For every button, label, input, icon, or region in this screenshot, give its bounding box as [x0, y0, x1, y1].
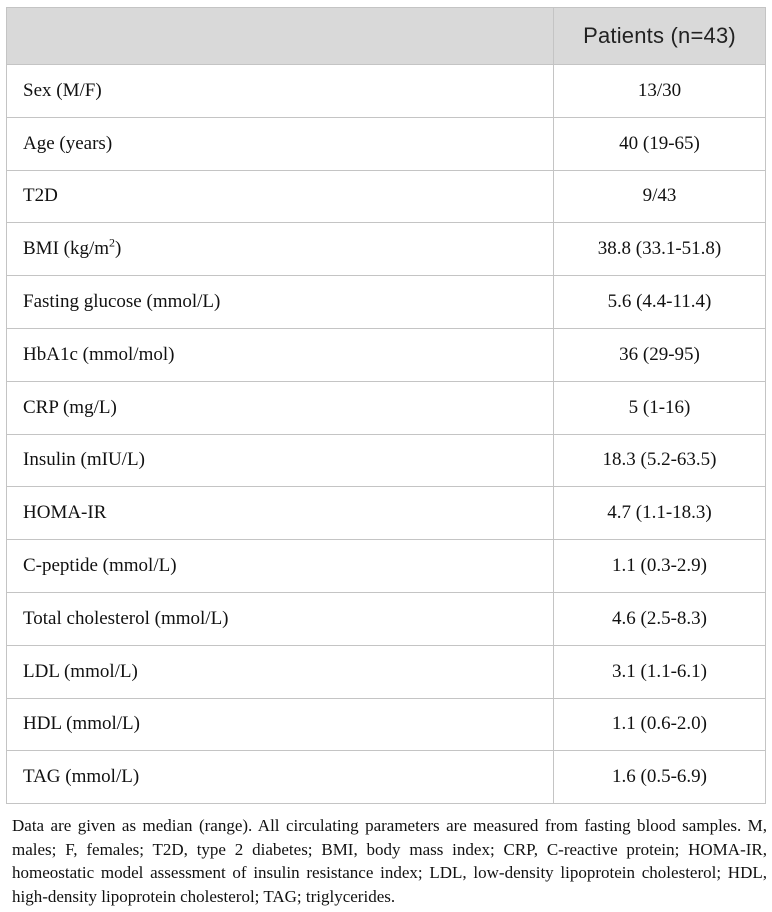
table-row	[7, 381, 766, 434]
row-value: 36 (29-95)	[554, 328, 766, 381]
row-label: CRP (mg/L)	[7, 381, 554, 434]
row-label: HbA1c (mmol/mol)	[7, 328, 554, 381]
row-label: Sex (M/F)	[7, 65, 554, 118]
table-row	[7, 487, 766, 540]
table-row	[7, 65, 766, 118]
table-row	[7, 170, 766, 223]
row-label: T2D	[7, 170, 554, 223]
row-value: 5.6 (4.4-11.4)	[554, 276, 766, 329]
row-label: Age (years)	[7, 117, 554, 170]
header-cell-empty	[7, 8, 554, 65]
row-value: 3.1 (1.1-6.1)	[554, 645, 766, 698]
row-label: Total cholesterol (mmol/L)	[7, 592, 554, 645]
row-value: 9/43	[554, 170, 766, 223]
table-row	[7, 117, 766, 170]
table-body	[7, 65, 766, 804]
row-value: 1.1 (0.3-2.9)	[554, 540, 766, 593]
table-footnote: Data are given as median (range). All circulating parameters are measured from fasting blood samples. M, males; F, females; T2D, type 2 diabetes; BMI, body mass index; CRP, C-reactive protein; HOMA-IR, homeostatic model assessment of insulin resistance index; LDL, low-density lipoprotein cholesterol; HDL, high-density lipoprotein cholesterol; TAG; triglycerides.	[12, 816, 767, 906]
row-value: 4.6 (2.5-8.3)	[554, 592, 766, 645]
row-value: 18.3 (5.2-63.5)	[554, 434, 766, 487]
row-value: 1.1 (0.6-2.0)	[554, 698, 766, 751]
patient-characteristics-table	[6, 7, 766, 804]
row-value: 13/30	[554, 65, 766, 118]
row-label: C-peptide (mmol/L)	[7, 540, 554, 593]
row-value: 40 (19-65)	[554, 117, 766, 170]
table-row	[7, 276, 766, 329]
row-label: Insulin (mIU/L)	[7, 434, 554, 487]
bmi-label-text: BMI (kg/m	[23, 238, 110, 260]
table-row	[7, 645, 766, 698]
table-row	[7, 751, 766, 804]
table-row	[7, 540, 766, 593]
table-row	[7, 434, 766, 487]
table-row	[7, 698, 766, 751]
bmi-label-superscript: 2	[109, 235, 116, 250]
row-label: LDL (mmol/L)	[7, 645, 554, 698]
header-cell-patients: Patients (n=43)	[554, 8, 766, 65]
table-row	[7, 592, 766, 645]
row-value: 38.8 (33.1-51.8)	[554, 223, 766, 276]
table-row	[7, 223, 766, 276]
bmi-label-close: )	[115, 238, 122, 260]
table-row	[7, 328, 766, 381]
row-value: 4.7 (1.1-18.3)	[554, 487, 766, 540]
table-container	[6, 7, 765, 804]
row-label: HDL (mmol/L)	[7, 698, 554, 751]
row-value: 5 (1-16)	[554, 381, 766, 434]
header-row	[7, 8, 766, 65]
table-header	[7, 8, 766, 65]
row-label: Fasting glucose (mmol/L)	[7, 276, 554, 329]
row-label: TAG (mmol/L)	[7, 751, 554, 804]
row-label: HOMA-IR	[7, 487, 554, 540]
row-value: 1.6 (0.5-6.9)	[554, 751, 766, 804]
row-label-bmi	[7, 223, 554, 276]
